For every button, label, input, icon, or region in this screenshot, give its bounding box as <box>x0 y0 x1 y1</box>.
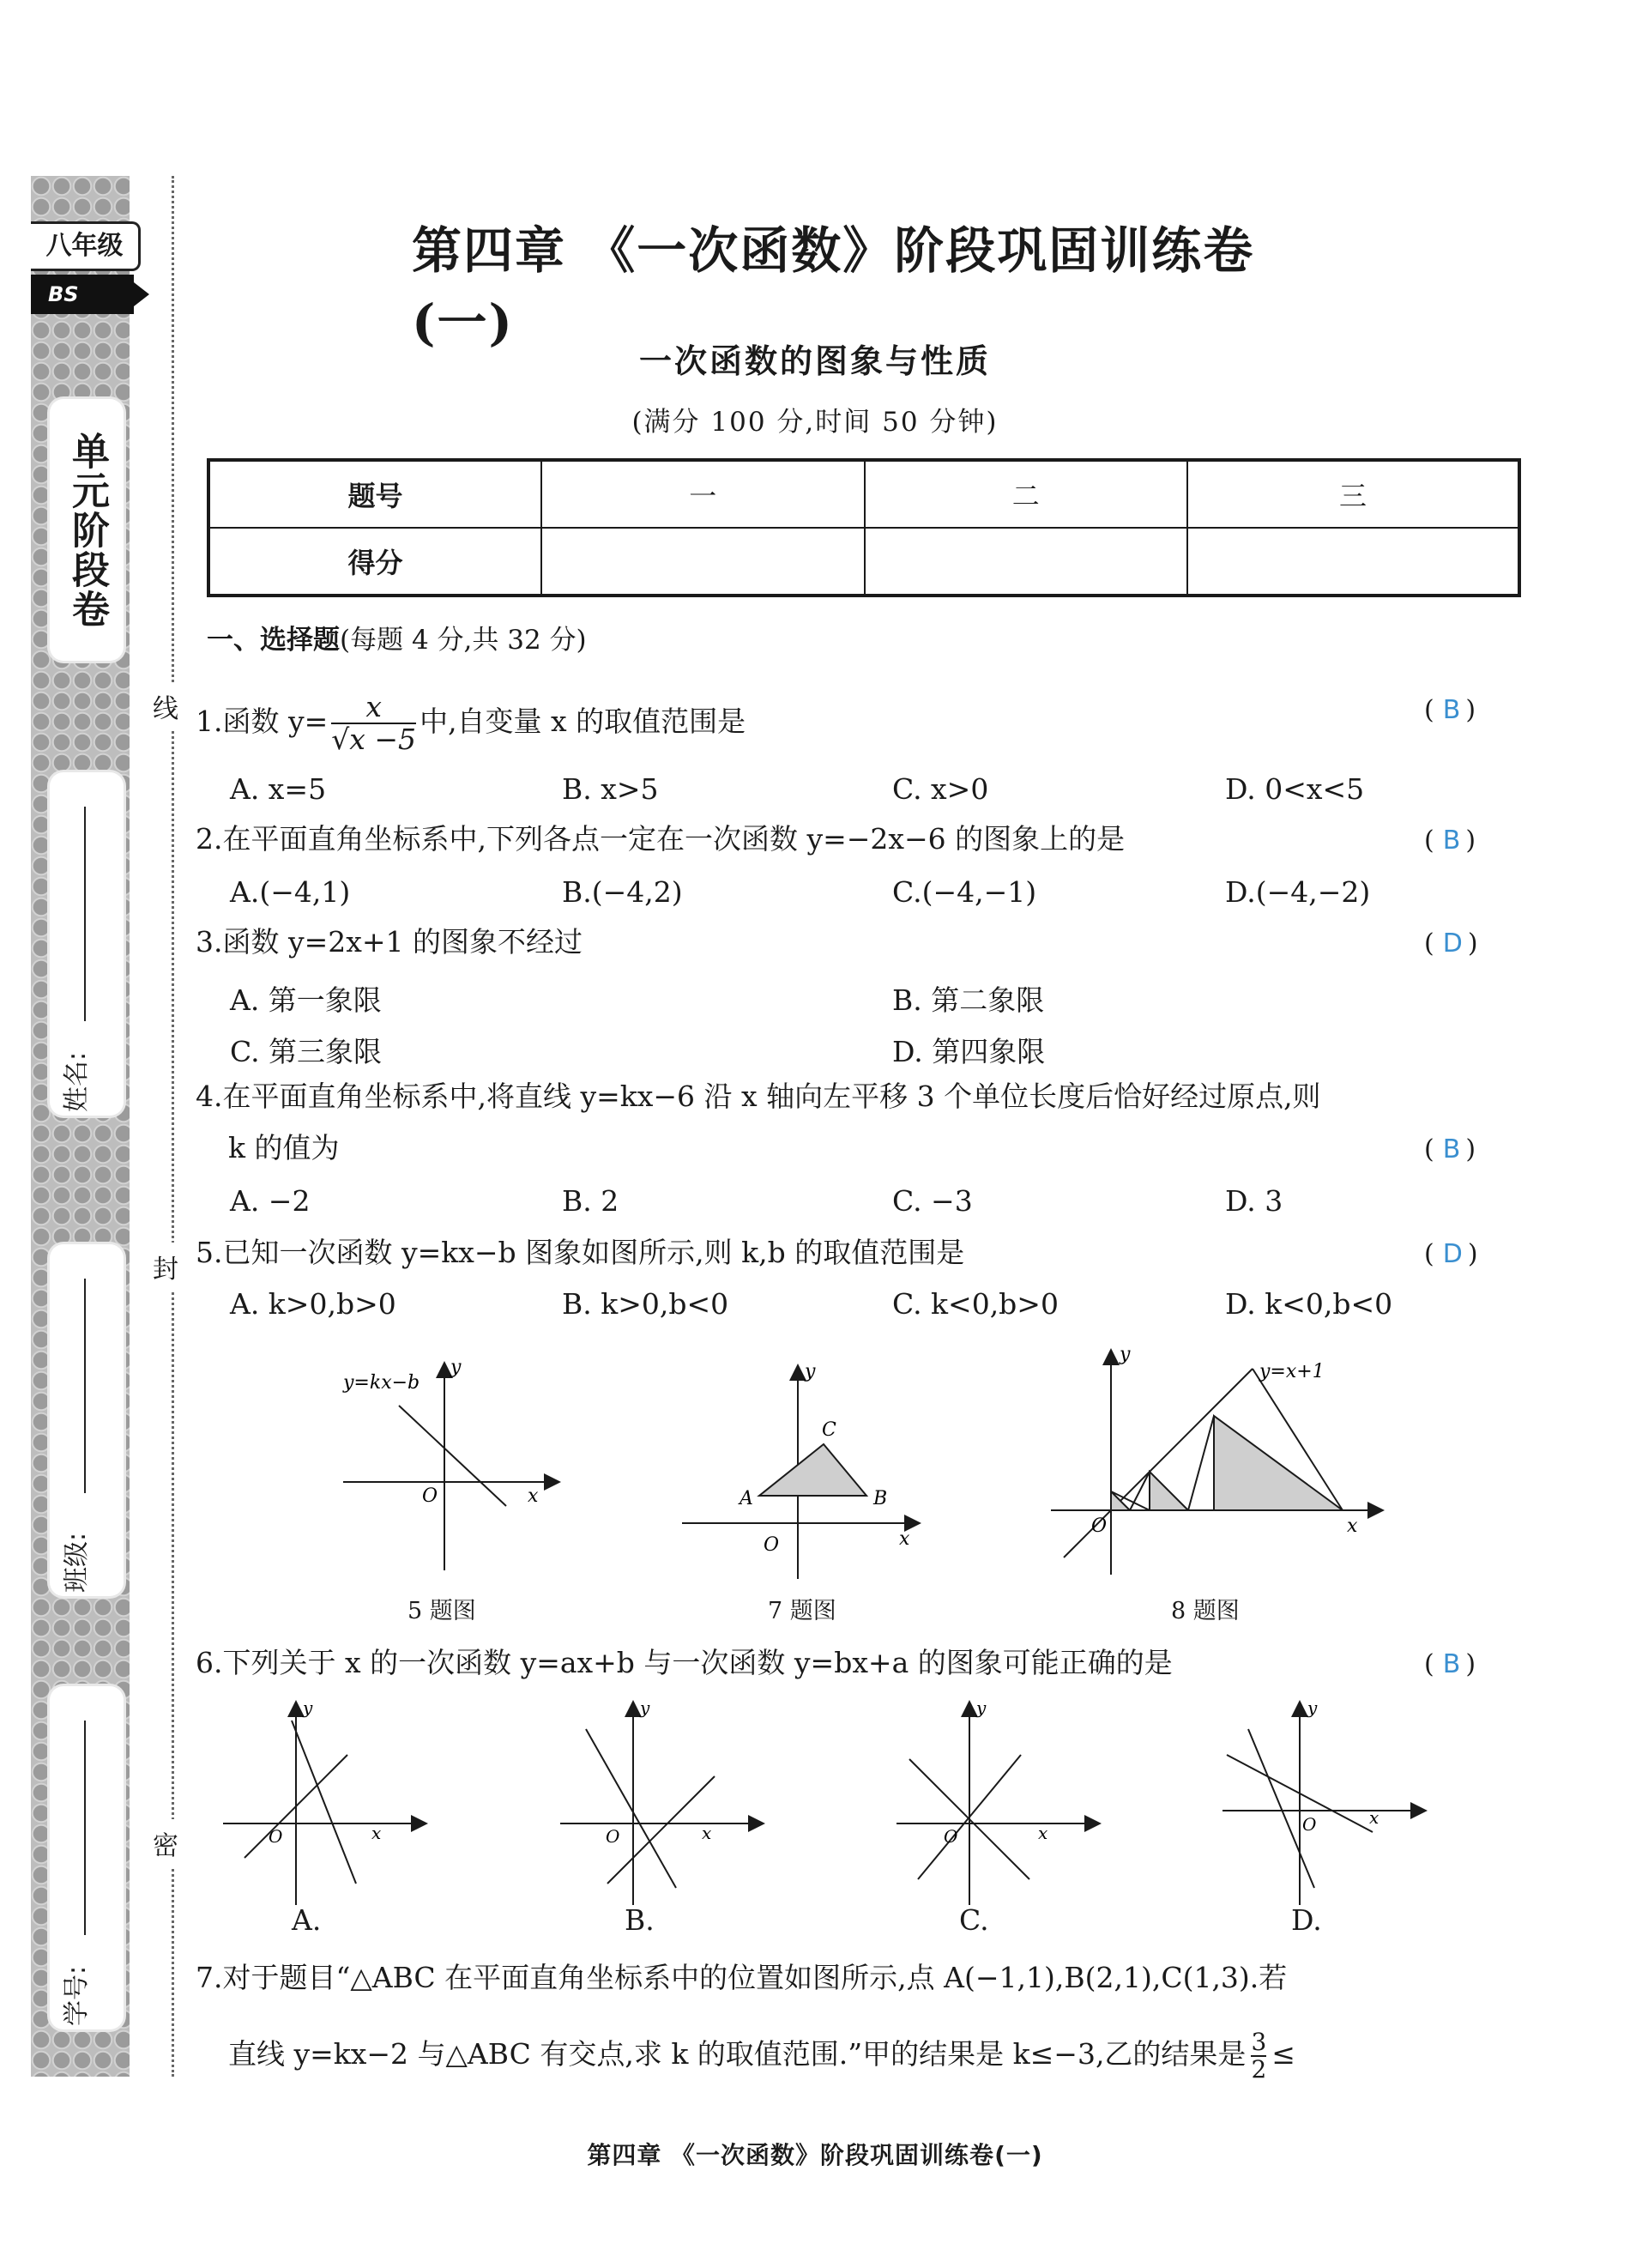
shaded-triangle <box>1150 1472 1188 1510</box>
segment <box>1130 1472 1150 1510</box>
q6-option-d: D. <box>1291 1903 1322 1937</box>
question-6: 6.下列关于 x 的一次函数 y=ax+b 与一次函数 y=bx+a 的图象可能正确的是 <box>196 1646 1173 1679</box>
figure-7 <box>678 1352 927 1583</box>
option: C. 第三象限 <box>230 1035 383 1068</box>
answer-1-value: B <box>1442 695 1461 725</box>
q6-graph-a <box>219 1695 433 1909</box>
y-label: y <box>1307 1697 1318 1718</box>
q1-post: 中,自变量 x 的取值范围是 <box>420 705 746 738</box>
y-label: y <box>1120 1344 1131 1365</box>
question-2: 2.在平面直角坐标系中,下列各点一定在一次函数 y=−2x−6 的图象上的是 <box>196 822 1126 856</box>
y-label: y <box>303 1697 313 1718</box>
score-row <box>208 528 1519 596</box>
edition-badge: BS <box>31 275 134 314</box>
origin-label: O <box>1302 1814 1317 1835</box>
q7-denominator: 2 <box>1251 2055 1267 2084</box>
q7-tail: ≤ <box>1271 2037 1295 2071</box>
q1-pre: 1.函数 y= <box>196 705 329 738</box>
option: D.(−4,−2) <box>1225 875 1371 909</box>
x-label: x <box>1347 1515 1358 1537</box>
answer-1: ( B ) <box>1424 695 1480 725</box>
question-5: 5.已知一次函数 y=kx−b 图象如图所示,则 k,b 的取值范围是 <box>196 1236 965 1269</box>
option: D. 0<x<5 <box>1225 772 1365 806</box>
answer-4-value: B <box>1442 1134 1461 1164</box>
name-field[interactable] <box>50 772 124 1116</box>
option: B. x>5 <box>562 772 659 806</box>
answer-4: ( B ) <box>1424 1134 1480 1164</box>
line-label: y=kx−b <box>343 1372 420 1394</box>
q1-fraction <box>331 692 416 755</box>
time-note: (满分 100 分,时间 50 分钟) <box>631 407 999 438</box>
x-label: x <box>899 1528 910 1550</box>
cut-line <box>172 176 174 2077</box>
name-label: 姓名: <box>62 1051 92 1112</box>
score-header-cell: 三 <box>1187 460 1519 528</box>
question-7-line1: 7.对于题目“△ABC 在平面直角坐标系中的位置如图所示,点 A(−1,1),B(2,1),C(1,3).若 <box>196 1961 1288 1994</box>
line-label: y=x+1 <box>1259 1361 1325 1382</box>
q1-denominator: √x −5 <box>331 723 417 756</box>
x-label: x <box>371 1823 382 1843</box>
figure-5 <box>335 1347 566 1579</box>
answer-6: ( B ) <box>1424 1649 1480 1679</box>
point-a-label: A <box>740 1488 753 1509</box>
x-label: x <box>702 1823 712 1843</box>
section-title: 一、选择题 <box>207 625 340 656</box>
answer-5: ( D ) <box>1424 1239 1482 1269</box>
option: D. 3 <box>1225 1184 1283 1218</box>
y-label: y <box>640 1697 650 1718</box>
option: D. 第四象限 <box>892 1035 1046 1068</box>
point-c-label: C <box>822 1419 836 1441</box>
option: C. −3 <box>892 1184 973 1218</box>
score-cell[interactable] <box>1187 528 1519 596</box>
score-header-cell: 二 <box>865 460 1188 528</box>
student-id-field[interactable] <box>50 1686 124 2029</box>
point-b-label: B <box>873 1488 888 1509</box>
q7-text: 直线 y=kx−2 与△ABC 有交点,求 k 的取值范围.”甲的结果是 k≤−3,乙的结果是 <box>228 2037 1247 2071</box>
page-footer: 第四章 《一次函数》阶段巩固训练卷(一) <box>587 2141 1043 2169</box>
option: A. k>0,b>0 <box>230 1287 396 1321</box>
score-header-cell: 题号 <box>208 460 541 528</box>
origin-label: O <box>764 1534 780 1556</box>
q6-graph-c <box>892 1695 1107 1909</box>
answer-3: ( D ) <box>1424 928 1482 959</box>
cut-mark-line: 线 <box>153 682 178 730</box>
q6-graph-b <box>556 1695 770 1909</box>
score-cell[interactable] <box>541 528 865 596</box>
cut-mark-secret: 密 <box>153 1819 178 1867</box>
option: C. x>0 <box>892 772 989 806</box>
question-1 <box>196 692 746 755</box>
score-header-row <box>208 460 1519 528</box>
option: A. x=5 <box>230 772 327 806</box>
question-4-line1: 4.在平面直角坐标系中,将直线 y=kx−6 沿 x 轴向左平移 3 个单位长度后恰好经过原点,则 <box>196 1080 1321 1113</box>
class-field[interactable] <box>50 1244 124 1596</box>
option: B. k>0,b<0 <box>562 1287 729 1321</box>
y-label: y <box>805 1361 816 1382</box>
class-label: 班级: <box>62 1532 92 1593</box>
figure-5-caption: 5 题图 <box>408 1598 476 1624</box>
q6-option-a: A. <box>292 1903 322 1937</box>
q7-numerator: 3 <box>1251 2028 1267 2056</box>
grade-label: 八年级 <box>31 221 141 271</box>
answer-2-value: B <box>1442 826 1461 856</box>
q7-fraction <box>1251 2029 1266 2083</box>
student-id-label: 学号: <box>62 1965 92 2026</box>
line-2 <box>1248 1729 1317 1888</box>
option: A. 第一象限 <box>230 983 382 1017</box>
page-title: 第四章 《一次函数》阶段巩固训练卷(一) <box>412 221 1255 352</box>
cut-mark-seal: 封 <box>153 1243 178 1291</box>
option: B. 2 <box>562 1184 619 1218</box>
line-1 <box>586 1729 676 1888</box>
unit-label: 单元阶段卷 <box>50 399 124 661</box>
y-label: y <box>450 1357 462 1378</box>
option: B. 第二象限 <box>892 983 1045 1017</box>
score-cell[interactable] <box>865 528 1188 596</box>
triangle-abc <box>759 1444 866 1496</box>
option: C.(−4,−1) <box>892 875 1037 909</box>
shaded-triangle <box>1214 1416 1343 1510</box>
x-label: x <box>1038 1823 1048 1843</box>
line-2 <box>607 1776 715 1884</box>
option: A. −2 <box>230 1184 311 1218</box>
student-id-line <box>84 1721 86 1935</box>
line-y-kx-b <box>399 1406 506 1506</box>
option: B.(−4,2) <box>562 875 683 909</box>
q6-option-c: C. <box>959 1903 989 1937</box>
answer-2: ( B ) <box>1424 826 1480 856</box>
score-table <box>207 458 1521 597</box>
class-line <box>84 1279 86 1493</box>
option: C. k<0,b>0 <box>892 1287 1059 1321</box>
question-3: 3.函数 y=2x+1 的图象不经过 <box>196 925 583 959</box>
section-note: (每题 4 分,共 32 分) <box>340 625 587 656</box>
answer-5-value: D <box>1442 1239 1463 1269</box>
x-label: x <box>1369 1807 1379 1828</box>
answer-3-value: D <box>1442 928 1463 959</box>
page-subtitle: 一次函数的图象与性质 <box>638 342 991 380</box>
name-line <box>84 807 86 1021</box>
x-label: x <box>528 1485 539 1507</box>
q6-graph-d <box>1218 1695 1433 1909</box>
section-heading <box>207 618 587 656</box>
origin-label: O <box>269 1826 283 1847</box>
y-label: y <box>976 1697 987 1718</box>
option: A.(−4,1) <box>230 875 351 909</box>
figure-7-caption: 7 题图 <box>768 1598 836 1624</box>
origin-label: O <box>1091 1515 1108 1537</box>
q6-option-b: B. <box>625 1903 655 1937</box>
q1-numerator: x <box>331 692 416 724</box>
question-4-line2: k 的值为 <box>228 1131 340 1164</box>
figure-8-caption: 8 题图 <box>1171 1598 1240 1624</box>
origin-label: O <box>422 1485 438 1507</box>
figure-8 <box>1047 1339 1390 1579</box>
origin-label: O <box>606 1826 620 1847</box>
score-row-label: 得分 <box>208 528 541 596</box>
score-header-cell: 一 <box>541 460 865 528</box>
answer-6-value: B <box>1442 1649 1461 1679</box>
option: D. k<0,b<0 <box>1225 1287 1393 1321</box>
origin-label: O <box>944 1826 958 1847</box>
question-7-line2 <box>228 2029 1295 2083</box>
